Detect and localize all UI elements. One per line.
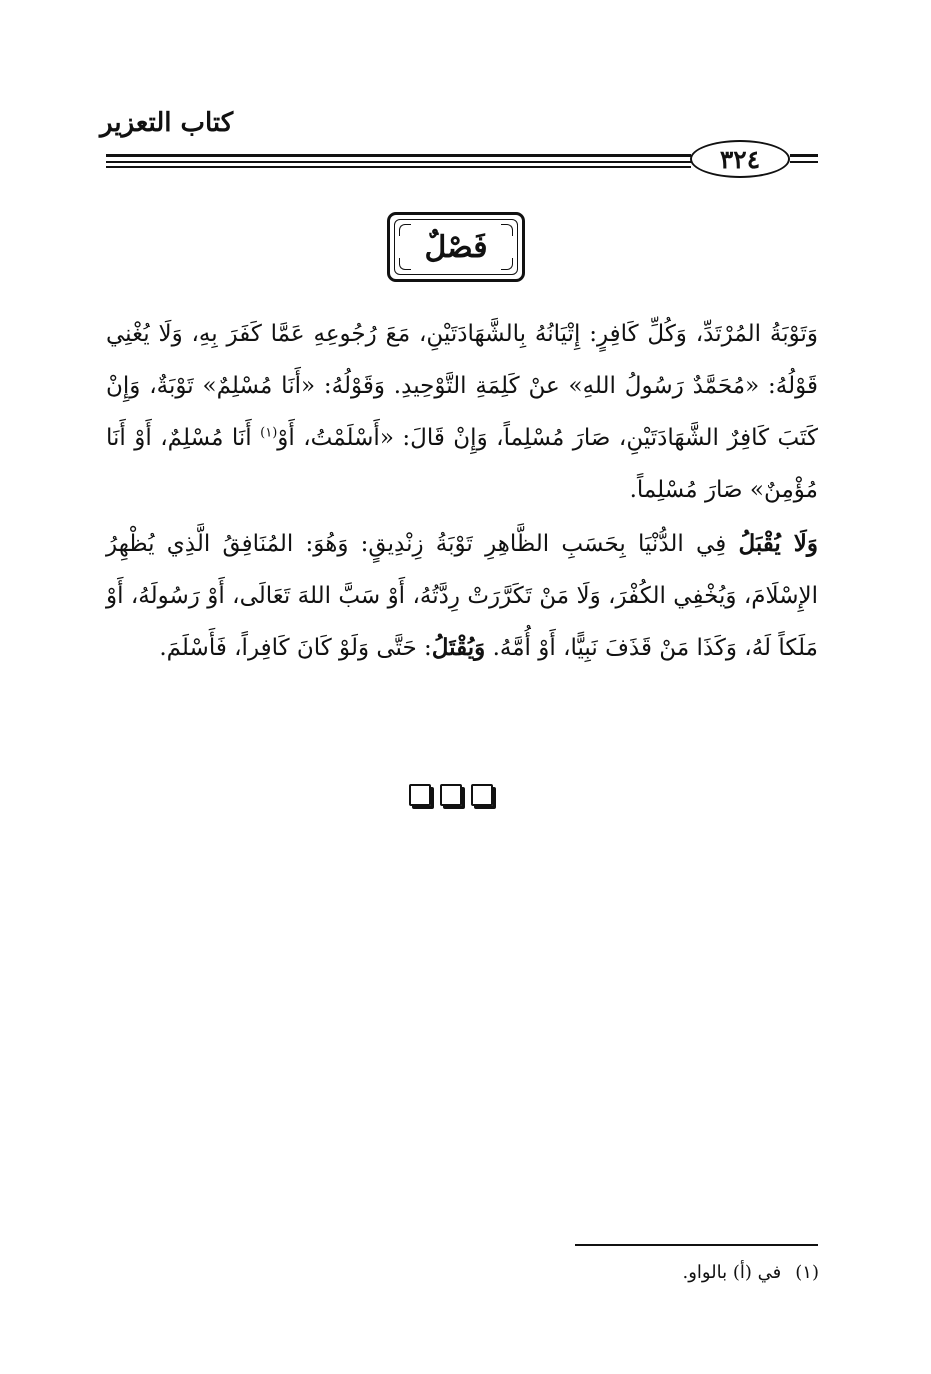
section-heading-frame [387, 212, 525, 282]
frame-corner-ornament [501, 224, 513, 236]
running-title: كتاب التعزير [100, 108, 234, 138]
footnote-separator [575, 1244, 818, 1246]
matn-bold-phrase: وَلَا يُقْبَلُ [738, 530, 818, 557]
frame-corner-ornament [399, 224, 411, 236]
footnote-marker: (١) [795, 1262, 819, 1283]
header-rule-tail [790, 154, 818, 157]
frame-corner-ornament [501, 258, 513, 270]
section-heading: فَصْلٌ [424, 229, 488, 265]
paragraph-text: أَنَا مُسْلِمٌ، أَوْ أَنَا مُؤْمِنٌ» صَارَ مُسْلِماً. [106, 425, 818, 503]
ornament-square-icon [409, 784, 431, 806]
header-rule-tail [790, 161, 818, 163]
header-rule [106, 154, 691, 157]
section-heading-inner-frame [394, 219, 518, 275]
section-end-ornament [409, 784, 493, 806]
footnote [682, 1262, 819, 1283]
paragraph-text: فِي الدُّنْيَا بِحَسَبِ الظَّاهِرِ تَوْبَةُ زِنْدِيقٍ: وَهُوَ: المُنَافِقُ الَّذِي يُظْهِرُ الإِسْلَامَ، وَيُخْفِي الكُفْرَ، وَلَا مَنْ تَكَرَّرَتْ رِدَّتُهُ، أَوْ سَبَّ اللهَ تَعَالَى، أَوْ رَسُولَهُ، أَوْ مَلَكاً لَهُ، وَكَذَا مَنْ قَذَفَ نَبِيًّا، أَوْ أُمَّهُ. [106, 531, 818, 661]
body-paragraph-2 [106, 518, 818, 674]
header-rule [106, 166, 691, 168]
ornament-square-icon [440, 784, 462, 806]
header-rule [106, 161, 691, 163]
paragraph-text: وَتَوْبَةُ المُرْتَدِّ، وَكُلِّ كَافِرٍ: إِتْيَانُهُ بِالشَّهَادَتَيْنِ، مَعَ رُجُوعِهِ عَمَّا كَفَرَ بِهِ، وَلَا يُغْنِي قَوْلُهُ: «مُحَمَّدٌ رَسُولُ اللهِ» عنْ كَلِمَةِ التَّوْحِيدِ. وَقَوْلُهُ: «أَنَا مُسْلِمٌ» تَوْبَةٌ، وَإِنْ كَتَبَ كَافِرٌ الشَّهَادَتَيْنِ، صَارَ مُسْلِماً، وَإِنْ قَالَ: «أَسْلَمْتُ، أَوْ [106, 321, 818, 451]
ornament-square-icon [471, 784, 493, 806]
footnote-reference[interactable]: (١) [260, 425, 278, 441]
page-number: ٣٢٤ [690, 140, 790, 178]
matn-bold-phrase: وَيُقْتَلُ [431, 634, 486, 661]
paragraph-text: : حَتَّى وَلَوْ كَانَ كَافِراً، فَأَسْلَمَ. [159, 635, 432, 661]
footnote-text: في (أ) بالواو. [682, 1262, 782, 1283]
frame-corner-ornament [399, 258, 411, 270]
body-paragraph-1 [106, 308, 818, 516]
